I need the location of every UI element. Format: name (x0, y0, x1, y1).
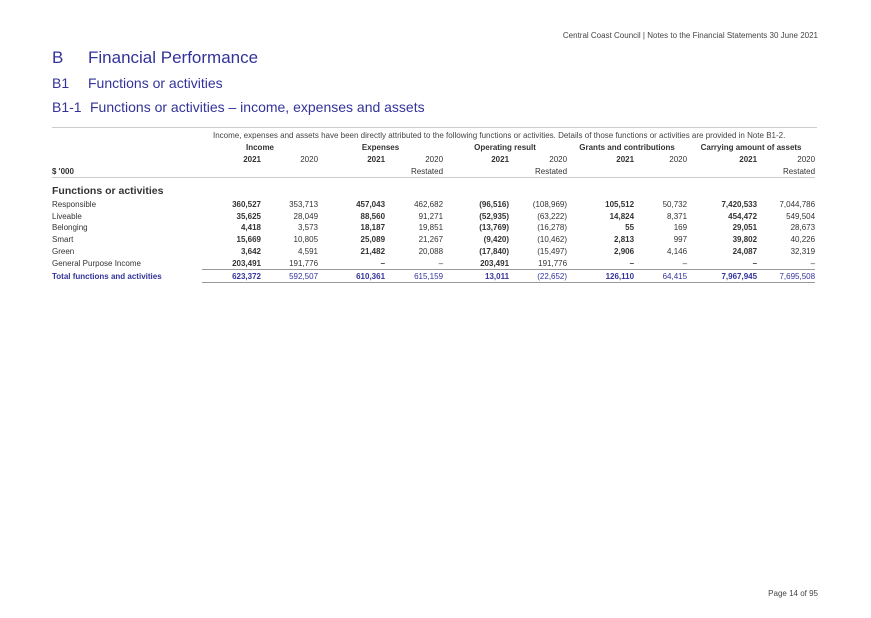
row-label: Liveable (52, 211, 82, 221)
cell-value: 191,776 (289, 258, 319, 268)
cell-value: (108,969) (532, 199, 568, 209)
cell-value: 24,087 (732, 246, 758, 256)
cell-value: 549,504 (786, 211, 816, 221)
year-row (52, 154, 815, 166)
restated-label (261, 166, 318, 178)
total-row (52, 270, 815, 283)
cell-value: (9,420) (483, 235, 510, 245)
group-header: Grants and contributions (579, 143, 675, 153)
unit-label: $ '000 (52, 166, 202, 178)
year-header: 2020 (549, 155, 568, 165)
restated-label (443, 166, 509, 178)
cell-value: 10,805 (293, 235, 319, 245)
total-value: 623,372 (202, 270, 261, 283)
cell-value: 28,673 (790, 223, 816, 233)
cell-value: 7,420,533 (721, 199, 758, 209)
cell-value: (15,497) (537, 246, 568, 256)
table-row (52, 222, 815, 234)
restated-label (202, 166, 261, 178)
year-header: 2020 (797, 155, 816, 165)
cell-value: 997 (673, 235, 688, 245)
total-value: 64,415 (634, 270, 687, 283)
restated-label: Restated (385, 166, 443, 178)
restated-label (318, 166, 385, 178)
group-header: Carrying amount of assets (700, 143, 802, 153)
cell-value: 3,642 (240, 246, 261, 256)
heading-b (52, 48, 258, 68)
year-header: 2021 (739, 155, 758, 165)
cell-value: 191,776 (538, 258, 568, 268)
heading-title: Functions or activities (88, 75, 223, 91)
section-row (52, 178, 815, 199)
row-label: Responsible (52, 199, 97, 209)
cell-value: 2,906 (614, 246, 635, 256)
cell-value: 35,625 (236, 211, 261, 221)
total-value: 13,011 (443, 270, 509, 283)
table-row (52, 210, 815, 222)
total-value: 615,159 (385, 270, 443, 283)
cell-value: 28,049 (293, 211, 319, 221)
cell-value: – (629, 258, 635, 268)
total-label: Total functions and activities (52, 271, 162, 281)
cell-value: 457,043 (356, 199, 386, 209)
total-value: 592,507 (261, 270, 318, 283)
cell-value: 14,824 (609, 211, 635, 221)
cell-value: (16,278) (537, 223, 568, 233)
year-header: 2021 (491, 155, 510, 165)
cell-value: 169 (673, 223, 688, 233)
cell-value: 353,713 (289, 199, 319, 209)
heading-title: Financial Performance (88, 48, 259, 67)
cell-value: 55 (625, 223, 635, 233)
cell-value: (10,462) (537, 235, 568, 245)
total-value: 126,110 (567, 270, 634, 283)
cell-value: 4,591 (297, 246, 319, 256)
heading-title: Functions or activities – income, expenses and assets (90, 99, 425, 115)
restated-label: Restated (757, 166, 815, 178)
restated-label (687, 166, 757, 178)
group-header: Expenses (361, 143, 400, 153)
group-header-row (52, 142, 815, 154)
year-header: 2021 (367, 155, 386, 165)
cell-value: 91,271 (418, 211, 444, 221)
cell-value: 7,044,786 (779, 199, 816, 209)
cell-value: (13,769) (479, 223, 510, 233)
cell-value: 20,088 (418, 246, 444, 256)
row-label: Green (52, 246, 75, 256)
cell-value: 21,482 (360, 246, 386, 256)
year-header: 2020 (425, 155, 444, 165)
cell-value: 454,472 (728, 211, 758, 221)
cell-value: 32,319 (790, 246, 816, 256)
cell-value: – (810, 258, 816, 268)
restated-label (634, 166, 687, 178)
page-number: Page 14 of 95 (768, 589, 818, 598)
heading-number: B1-1 (52, 99, 82, 115)
year-header: 2020 (300, 155, 319, 165)
divider (52, 127, 817, 128)
cell-value: – (438, 258, 444, 268)
cell-value: 29,051 (732, 223, 758, 233)
cell-value: 4,146 (667, 246, 688, 256)
cell-value: – (752, 258, 758, 268)
total-value: 7,695,508 (757, 270, 815, 283)
cell-value: 462,682 (414, 199, 444, 209)
table-row (52, 257, 815, 269)
row-label: Belonging (52, 223, 88, 233)
restated-label: Restated (509, 166, 567, 178)
cell-value: – (380, 258, 386, 268)
section-title: Functions or activities (52, 184, 164, 197)
cell-value: (52,935) (479, 211, 510, 221)
cell-value: 360,527 (232, 199, 261, 209)
table-description: Income, expenses and assets have been directly attributed to the following functions or activities. Details of those functions or activities are provided in Note B1-2. (213, 131, 786, 140)
cell-value: 3,573 (297, 223, 319, 233)
cell-value: – (682, 258, 688, 268)
functions-table (52, 142, 815, 283)
cell-value: 8,371 (667, 211, 688, 221)
total-value: (22,652) (509, 270, 567, 283)
cell-value: 105,512 (605, 199, 635, 209)
row-label: General Purpose Income (52, 259, 141, 269)
year-header: 2020 (669, 155, 688, 165)
restated-label (567, 166, 634, 178)
cell-value: 203,491 (480, 258, 510, 268)
heading-b1-1 (52, 99, 425, 115)
cell-value: 39,802 (732, 235, 758, 245)
page-header: Central Coast Council | Notes to the Financial Statements 30 June 2021 (562, 31, 818, 40)
unit-row (52, 166, 815, 178)
cell-value: (96,516) (479, 199, 510, 209)
total-value: 610,361 (318, 270, 385, 283)
table-row (52, 246, 815, 258)
table-row (52, 234, 815, 246)
total-value: 7,967,945 (687, 270, 757, 283)
year-header: 2021 (616, 155, 635, 165)
heading-b1 (52, 75, 223, 91)
cell-value: (63,222) (537, 211, 568, 221)
cell-value: 19,851 (418, 223, 444, 233)
cell-value: 2,813 (614, 235, 635, 245)
group-header: Operating result (474, 143, 536, 153)
cell-value: 15,669 (236, 235, 261, 245)
year-header: 2021 (243, 155, 261, 165)
cell-value: 25,089 (360, 235, 386, 245)
group-header: Income (246, 143, 275, 153)
heading-number: B1 (52, 75, 70, 91)
cell-value: 40,226 (790, 235, 816, 245)
table-row (52, 198, 815, 210)
cell-value: 18,187 (360, 223, 386, 233)
row-label: Smart (52, 235, 74, 245)
heading-number: B (52, 48, 64, 67)
cell-value: 203,491 (232, 258, 261, 268)
cell-value: 21,267 (418, 235, 444, 245)
cell-value: 50,732 (662, 199, 688, 209)
cell-value: 4,418 (240, 223, 261, 233)
cell-value: (17,840) (479, 246, 510, 256)
cell-value: 88,560 (360, 211, 386, 221)
